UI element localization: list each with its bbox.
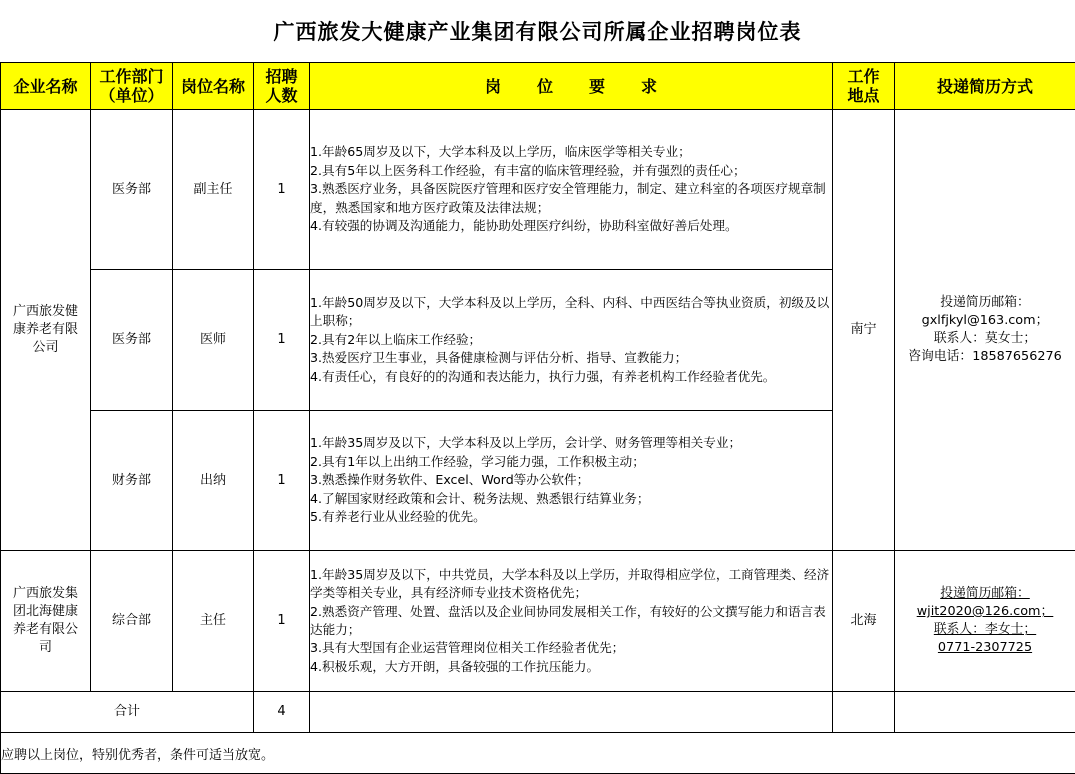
- contact-cell: [895, 551, 1075, 692]
- position-cell: 出纳: [173, 411, 254, 551]
- requirements-cell: [310, 551, 833, 692]
- requirement-item: 3.具有大型国有企业运营管理岗位相关工作经验者优先；: [310, 640, 625, 656]
- dept-cell: 医务部: [91, 110, 173, 270]
- requirement-item: 2.具有2年以上临床工作经验；: [310, 331, 482, 347]
- requirement-item: 4.了解国家财经政策和会计、税务法规、熟悉银行结算业务；: [310, 490, 650, 506]
- header-count-line1: 招聘: [265, 67, 298, 86]
- header-position: 岗位名称: [173, 63, 254, 110]
- header-req-char: 岗: [484, 76, 501, 96]
- count-cell: 1: [254, 110, 310, 270]
- count-cell: 1: [254, 411, 310, 551]
- requirement-item: 2.熟悉资产管理、处置、盘活以及企业间协同发展相关工作，有较好的公文撰写能力和语言表达能力；: [310, 603, 826, 637]
- company-name-line: 广西旅发健: [12, 304, 78, 319]
- requirement-item: 4.有责任心，有良好的的沟通和表达能力，执行力强，有养老机构工作经验者优先。: [310, 368, 776, 384]
- count-cell: 1: [254, 551, 310, 692]
- page-title: 广西旅发大健康产业集团有限公司所属企业招聘岗位表: [273, 20, 802, 44]
- company-name-cell: [1, 110, 91, 551]
- company-name-line: 公司: [32, 340, 59, 355]
- header-company: 企业名称: [1, 63, 91, 110]
- header-dept-line2: （单位）: [99, 86, 164, 105]
- position-cell: 主任: [173, 551, 254, 692]
- contact-phone: 0771-2307725: [937, 640, 1033, 655]
- contact-person: 联系人：莫女士；: [933, 331, 1037, 346]
- table-row: [1, 110, 1075, 270]
- requirements-cell: [310, 270, 833, 411]
- requirement-item: 1.年龄35周岁及以下，大学本科及以上学历，会计学、财务管理等相关专业；: [310, 435, 742, 451]
- header-location-line2: 地点: [847, 86, 880, 105]
- note: 应聘以上岗位，特别优秀者，条件可适当放宽。: [1, 733, 1075, 774]
- header-row: [1, 63, 1075, 110]
- contact-phone: 咨询电话：18587656276: [908, 349, 1062, 364]
- header-dept-line1: 工作部门: [99, 67, 164, 86]
- requirement-item: 2.具有1年以上出纳工作经验，学习能力强，工作积极主动；: [310, 453, 645, 469]
- contact-email[interactable]: wjit2020@126.com；: [916, 604, 1054, 619]
- empty-cell: [310, 692, 833, 733]
- requirement-item: 4.有较强的协调及沟通能力，能协助处理医疗纠纷，协助科室做好善后处理。: [310, 218, 738, 234]
- header-req-char: 求: [641, 76, 658, 96]
- recruitment-table: [0, 62, 1075, 774]
- company-name-line: 广西旅发集: [12, 586, 78, 601]
- header-count-line2: 人数: [265, 86, 298, 105]
- position-cell: 医师: [173, 270, 254, 411]
- total-row: [1, 692, 1075, 733]
- requirement-item: 3.熟悉操作财务软件、Excel、Word等办公软件；: [310, 472, 590, 488]
- company-name-line: 养老有限公: [12, 622, 78, 637]
- dept-cell: 财务部: [91, 411, 173, 551]
- empty-cell: [895, 692, 1075, 733]
- requirement-item: 2.具有5年以上医务科工作经验，有丰富的临床管理经验，并有强烈的责任心；: [310, 162, 746, 178]
- empty-cell: [833, 692, 895, 733]
- dept-cell: 综合部: [91, 551, 173, 692]
- header-req-char: 位: [536, 76, 553, 96]
- dept-cell: 医务部: [91, 270, 173, 411]
- contact-person: 联系人：李女士；: [933, 622, 1037, 637]
- contact-cell: [895, 110, 1075, 551]
- company-name-line: 团北海健康: [12, 604, 78, 619]
- header-dept: [91, 63, 173, 110]
- contact-line: 投递简历邮箱：: [940, 586, 1030, 601]
- requirement-item: 3.热爱医疗卫生事业，具备健康检测与评估分析、指导、宣教能力；: [310, 350, 688, 366]
- header-count: [254, 63, 310, 110]
- requirement-item: 4.积极乐观，大方开朗，具备较强的工作抗压能力。: [310, 658, 600, 674]
- requirement-item: 1.年龄65周岁及以下，大学本科及以上学历，临床医学等相关专业；: [310, 144, 691, 160]
- contact-line: 投递简历邮箱：: [940, 295, 1030, 310]
- company-name-line: 康养老有限: [12, 322, 78, 337]
- requirements-cell: [310, 411, 833, 551]
- header-req-char: 要: [589, 76, 606, 96]
- header-location-line1: 工作: [847, 67, 880, 86]
- requirement-item: 3.熟悉医疗业务，具备医院医疗管理和医疗安全管理能力，制定、建立科室的各项医疗规章制度，熟悉国家和地方医疗政策及法律法规；: [310, 181, 826, 215]
- company-name-cell: [1, 551, 91, 692]
- header-apply: 投递简历方式: [895, 63, 1075, 110]
- location-cell: 北海: [833, 551, 895, 692]
- requirements-cell: [310, 110, 833, 270]
- company-name-line: 司: [38, 640, 52, 655]
- requirement-item: 1.年龄35周岁及以下，中共党员，大学本科及以上学历，并取得相应学位，工商管理类、经济学类等相关专业，具有经济师专业技术资格优先；: [310, 566, 830, 601]
- total-label: 合计: [1, 692, 254, 733]
- contact-email: gxlfjkyl@163.com；: [921, 313, 1049, 328]
- location-cell: 南宁: [833, 110, 895, 551]
- position-cell: 副主任: [173, 110, 254, 270]
- header-location: [833, 63, 895, 110]
- header-requirements: [310, 63, 833, 110]
- total-count: 4: [254, 692, 310, 733]
- count-cell: 1: [254, 270, 310, 411]
- table-row: [1, 551, 1075, 692]
- requirement-item: 5.有养老行业从业经验的优先。: [310, 509, 486, 525]
- requirement-item: 1.年龄50周岁及以下，大学本科及以上学历，全科、内科、中西医结合等执业资质，初级及以上职称；: [310, 294, 830, 329]
- note-row: [1, 733, 1075, 774]
